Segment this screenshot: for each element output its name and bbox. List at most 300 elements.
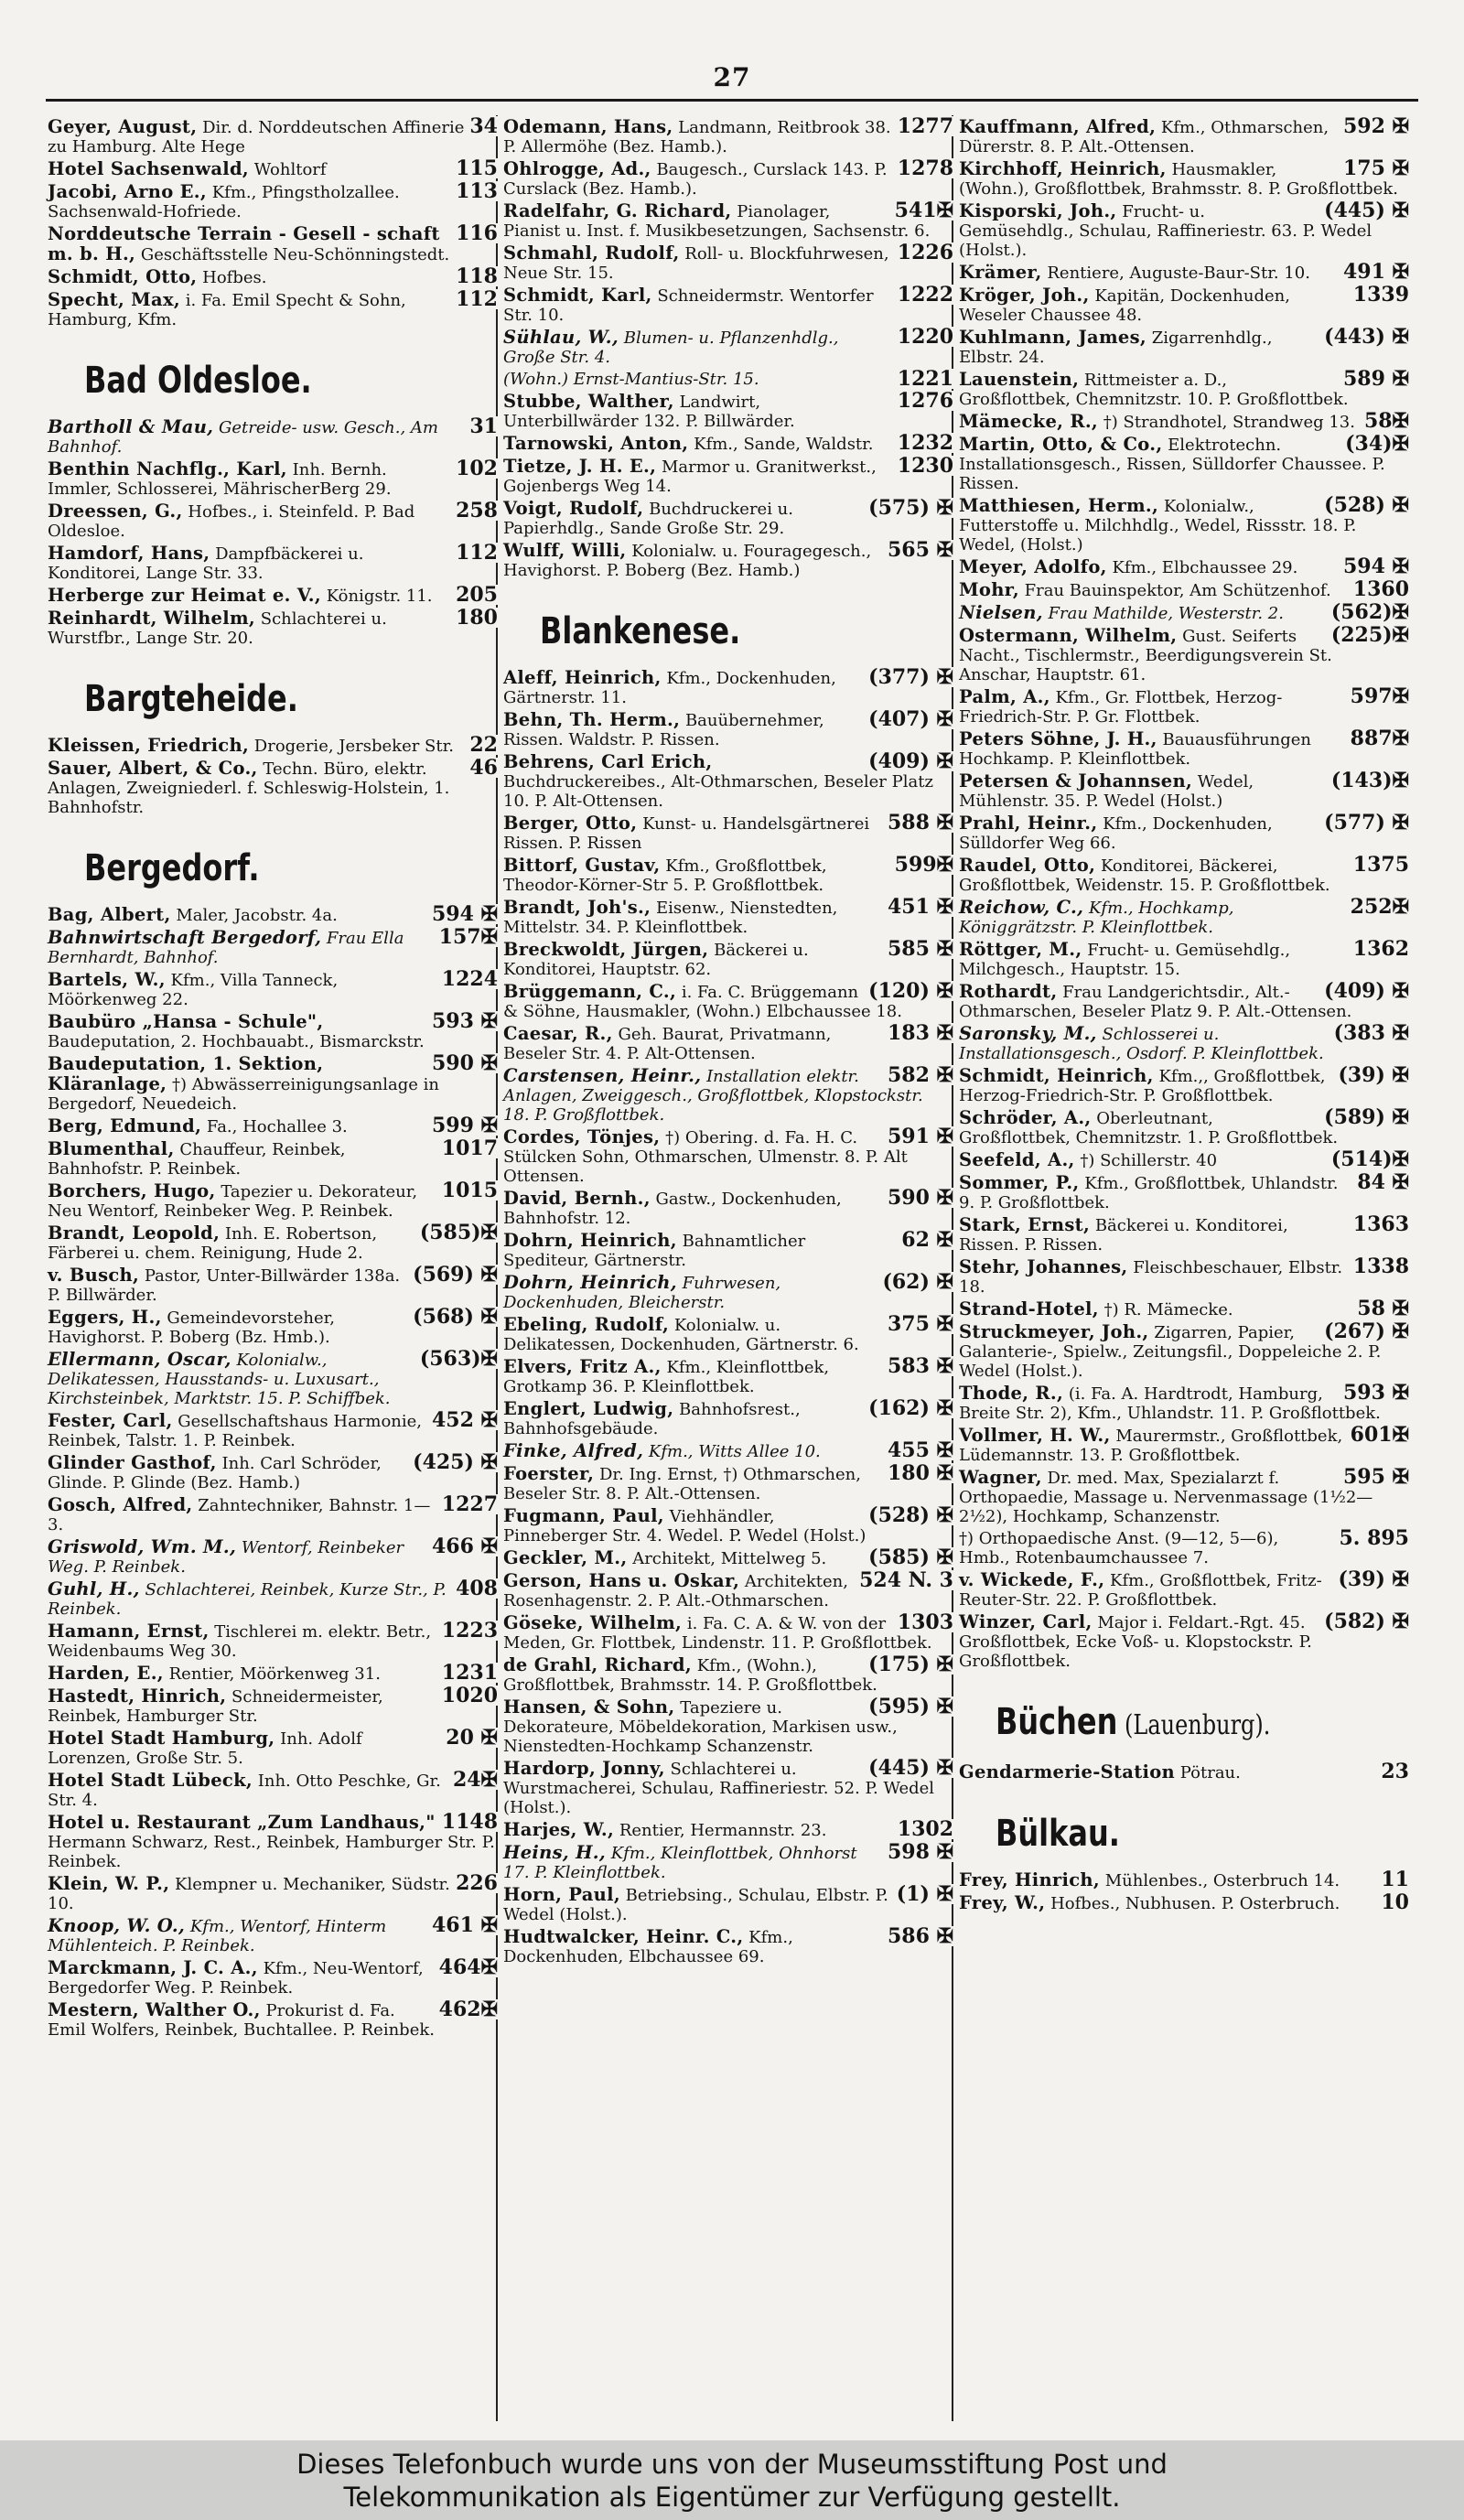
- entry-name: Tietze, J. H. E.,: [503, 456, 657, 477]
- entry-name: Petersen & Johannsen,: [959, 770, 1193, 792]
- phone-number: 462✠: [434, 1999, 498, 2019]
- entry-name: Knoop, W. O.,: [48, 1915, 186, 1936]
- phone-number: 34: [464, 116, 498, 136]
- phone-number: (582) ✠: [1319, 1611, 1409, 1632]
- entry-details: Tapeziere u. Dekorateure, Möbeldekoration, Markisen usw., Nienstedten-Hochkamp Schanzenstr.: [503, 1698, 898, 1756]
- phone-number: 1338: [1348, 1256, 1409, 1276]
- town-heading-sub: (Lauenburg).: [1117, 1709, 1271, 1741]
- entry-details: Baudeputation, 2. Hochbauabt., Bismarckstr.: [48, 1032, 425, 1051]
- entry-details: Rittmeister a. D., Großflottbek, Chemnitzstr. 10. P. Großflottbek.: [959, 371, 1349, 409]
- entry-details: Buchdruckereibes., Alt-Othmarschen, Beseler Platz 10. P. Alt-Ottensen.: [503, 772, 933, 811]
- phone-number: (563)✠: [414, 1349, 498, 1369]
- entry-details: i. Fa. Emil Specht & Sohn, Hamburg, Kfm.: [48, 291, 406, 329]
- entry-name: Hotel u. Restaurant „Zum Landhaus,": [48, 1812, 436, 1833]
- phone-number: 595 ✠: [1338, 1467, 1409, 1487]
- phone-number: 1278: [892, 158, 953, 178]
- phone-number: 585 ✠: [882, 939, 953, 959]
- phone-number: 461 ✠: [426, 1915, 498, 1935]
- phone-number: 115: [450, 158, 498, 178]
- entry-details: Kolonialw., Delikatessen, Hausstands- u. Luxusart., Kirchsteinbek, Marktstr. 15. P. Schiffbek.: [48, 1351, 391, 1408]
- directory-entry: [959, 325, 1409, 367]
- entry-details: Maler, Jacobstr. 4a.: [176, 906, 338, 925]
- entry-details: Architekten, Rosenhagenstr. 2. P. Alt.-Othmarschen.: [503, 1572, 848, 1610]
- directory-entry: [959, 1212, 1409, 1255]
- entry-name: Norddeutsche Terrain - Gesell - schaft m. b. H.,: [48, 223, 440, 264]
- entry-details: Tischlerei m. elektr. Betr., Weidenbaums Weg 30.: [48, 1622, 432, 1661]
- phone-number: (528) ✠: [863, 1505, 953, 1525]
- directory-entry: [503, 665, 953, 707]
- entry-name: Blumenthal,: [48, 1138, 175, 1159]
- phone-number: 23: [1375, 1761, 1409, 1782]
- directory-entry: [48, 1116, 498, 1136]
- phone-number: 1224: [436, 969, 498, 989]
- directory-entry: [959, 1170, 1409, 1212]
- entry-details: Inh. Adolf Lorenzen, Große Str. 5.: [48, 1729, 362, 1768]
- directory-entry: [959, 771, 1409, 811]
- directory-entry: [48, 1579, 498, 1619]
- entry-name: Horn, Paul,: [503, 1884, 620, 1905]
- directory-entry: [959, 853, 1409, 895]
- phone-number: (443) ✠: [1319, 327, 1409, 347]
- phone-number: 592 ✠: [1338, 116, 1409, 136]
- entry-name: Stehr, Johannes,: [959, 1256, 1128, 1277]
- phone-number: 375 ✠: [882, 1314, 953, 1334]
- phone-number: 1226: [892, 242, 953, 263]
- entry-details: Kfm., Wentorf, Hinterm Mühlenteich. P. Reinbek.: [48, 1917, 387, 1955]
- entry-name: Elvers, Fritz A.,: [503, 1356, 662, 1377]
- directory-entry: [48, 733, 498, 757]
- directory-entry: [503, 1882, 953, 1924]
- phone-number: 252✠: [1345, 897, 1409, 917]
- phone-number: 1020: [436, 1685, 498, 1706]
- entry-name: Hudtwalcker, Heinr. C.,: [503, 1926, 744, 1947]
- directory-entry: [48, 1955, 498, 1998]
- entry-name: Hastedt, Hinrich,: [48, 1685, 227, 1707]
- directory-entry: [48, 417, 498, 457]
- directory-entry: [48, 1621, 498, 1661]
- directory-entry: [48, 221, 498, 264]
- directory-entry: [48, 287, 498, 329]
- phone-number: (120) ✠: [863, 981, 953, 1001]
- entry-details: †) Schillerstr. 40: [1080, 1151, 1218, 1170]
- footer-line-2: Telekommunikation als Eigentümer zur Verfügung gestellt.: [343, 2482, 1121, 2513]
- phone-number: 601✠: [1345, 1425, 1409, 1445]
- entry-name: Brandt, Leopold,: [48, 1222, 221, 1244]
- phone-number: 1223: [436, 1621, 498, 1641]
- entry-details: Drogerie, Jersbeker Str.: [253, 737, 454, 756]
- entry-details: Fuhrwesen, Dockenhuden, Bleicherstr.: [503, 1274, 781, 1312]
- phone-number: 180: [450, 608, 498, 628]
- entry-details: Mühlenbes., Osterbruch 14.: [1104, 1871, 1340, 1890]
- entry-name: Kauffmann, Alfred,: [959, 116, 1157, 137]
- phone-number: 112: [450, 289, 498, 309]
- directory-entry: [503, 285, 953, 325]
- entry-details: Betriebsing., Schulau, Elbstr. P. Wedel (Holst.).: [503, 1886, 888, 1924]
- phone-number: 590 ✠: [882, 1188, 953, 1208]
- directory-entry: [503, 1503, 953, 1545]
- directory-entry: [48, 967, 498, 1009]
- phone-number: 58 ✠: [1351, 1298, 1409, 1319]
- directory-entry: [503, 749, 953, 811]
- entry-details: Chauffeur, Reinbek, Bahnhofstr. P. Reinbek.: [48, 1140, 346, 1179]
- entry-details: Landmann, Reitbrook 38. P. Allermöhe (Bez. Hamb.).: [503, 118, 891, 156]
- entry-details: Pianolager, Pianist u. Inst. f. Musikbesetzungen, Sachsenstr. 6.: [503, 202, 931, 241]
- directory-entry: [503, 454, 953, 496]
- directory-entry: [959, 979, 1409, 1021]
- phone-number: 452 ✠: [426, 1410, 498, 1430]
- entry-name: Kuhlmann, James,: [959, 327, 1146, 348]
- entry-name: Saronsky, M.,: [959, 1023, 1097, 1044]
- entry-name: v. Wickede, F.,: [959, 1569, 1105, 1590]
- phone-number: (589) ✠: [1319, 1107, 1409, 1127]
- entry-details: Frucht- u. Gemüsehdlg., Schulau, Raffineriestr. 63. P. Wedel (Holst.).: [959, 202, 1372, 260]
- entry-name: Seefeld, A.,: [959, 1149, 1075, 1170]
- phone-number: 175 ✠: [1338, 158, 1409, 178]
- entry-name: Struckmeyer, Joh.,: [959, 1321, 1149, 1342]
- directory-entry: [503, 1063, 953, 1125]
- directory-entry: [503, 1461, 953, 1503]
- town-heading-text: Bargteheide.: [84, 678, 298, 720]
- entry-name: Vollmer, H. W.,: [959, 1425, 1111, 1446]
- directory-entry: [959, 260, 1409, 284]
- entry-details: Geh. Baurat, Privatmann, Beseler Str. 4. P. Alt-Ottensen.: [503, 1025, 832, 1063]
- entry-name: Jacobi, Arno E.,: [48, 181, 207, 202]
- directory-entry: [959, 285, 1409, 325]
- directory-entry: [503, 243, 953, 283]
- directory-entry: [503, 1545, 953, 1569]
- entry-name: Dohrn, Heinrich,: [503, 1230, 677, 1251]
- directory-entry: [48, 756, 498, 817]
- directory-entry: [503, 813, 953, 853]
- directory-entry: [503, 979, 953, 1021]
- directory-entry: [503, 325, 953, 367]
- entry-name: Brandt, Joh's.,: [503, 897, 651, 918]
- directory-entry: [503, 1270, 953, 1312]
- directory-entry: [48, 1871, 498, 1913]
- directory-entry: [959, 623, 1409, 684]
- entry-details: Schlachterei, Reinbek, Kurze Str., P. Reinbek.: [48, 1580, 447, 1619]
- entry-details: Kolonialw., Futterstoffe u. Milchhdlg., Wedel, Rissstr. 18. P. Wedel, (Holst.): [959, 497, 1357, 555]
- directory-entry: [48, 1810, 498, 1871]
- entry-name: Prahl, Heinr.,: [959, 813, 1098, 834]
- entry-name: Hotel Stadt Lübeck,: [48, 1770, 253, 1791]
- directory-entry: [503, 1697, 953, 1756]
- footer-notice: [0, 2440, 1464, 2520]
- directory-entry: [959, 1890, 1409, 1914]
- phone-number: 1015: [436, 1180, 498, 1201]
- entry-name: Wagner,: [959, 1467, 1042, 1488]
- entry-details: Wentorf, Reinbeker Weg. P. Reinbek.: [48, 1538, 404, 1577]
- entry-details: (i. Fa. A. Hardtrodt, Hamburg, Breite Str. 2), Kfm., Uhlandstr. 11. P. Großflottbek.: [959, 1384, 1381, 1423]
- entry-name: Raudel, Otto,: [959, 855, 1096, 876]
- phone-number: (585) ✠: [863, 1547, 953, 1567]
- entry-details: Gemeindevorsteher, Havighorst. P. Boberg (Bz. Hmb.).: [48, 1308, 336, 1347]
- entry-name: Rothardt,: [959, 981, 1058, 1002]
- phone-number: 20 ✠: [440, 1728, 498, 1748]
- entry-details: Schlachterei u. Wurstfbr., Lange Str. 20.: [48, 609, 387, 648]
- directory-column-2: [503, 114, 953, 1969]
- entry-name: Behn, Th. Herm.,: [503, 709, 681, 730]
- phone-number: (162) ✠: [863, 1398, 953, 1418]
- phone-number: 226: [450, 1873, 498, 1893]
- entry-details: Architekt, Mittelweg 5.: [632, 1549, 827, 1568]
- entry-details: Hofbes., i. Steinfeld. P. Bad Oldesloe.: [48, 502, 415, 541]
- entry-details: Kfm., Großflottbek, Uhlandstr. 9. P. Großflottbek.: [959, 1174, 1339, 1212]
- phone-number: 593 ✠: [1338, 1383, 1409, 1403]
- directory-entry: [959, 895, 1409, 937]
- entry-name: Schmidt, Heinrich,: [959, 1065, 1154, 1086]
- entry-name: Stark, Ernst,: [959, 1214, 1091, 1235]
- phone-number: (445) ✠: [1319, 200, 1409, 221]
- entry-details: Zigarrenhdlg., Elbstr. 24.: [959, 328, 1273, 367]
- header-rule: [46, 99, 1418, 102]
- phone-number: (568) ✠: [407, 1307, 498, 1327]
- entry-name: Ostermann, Wilhelm,: [959, 625, 1178, 646]
- town-heading-text: Bad Oldesloe.: [84, 360, 312, 402]
- phone-number: 591 ✠: [882, 1126, 953, 1147]
- entry-name: Fugmann, Paul,: [503, 1505, 664, 1526]
- entry-name: Mämecke, R.,: [959, 411, 1099, 432]
- entry-details: Kfm., Witts Allee 10.: [648, 1442, 821, 1461]
- phone-number: 180 ✠: [882, 1463, 953, 1483]
- entry-name: Carstensen, Heinr.,: [503, 1065, 702, 1086]
- phone-number: 1360: [1348, 579, 1409, 599]
- directory-entry: [48, 1181, 498, 1221]
- directory-entry: [959, 409, 1409, 433]
- town-heading-text: Blankenese.: [540, 610, 741, 652]
- entry-name: Borchers, Hugo,: [48, 1180, 216, 1201]
- directory-entry: [503, 1228, 953, 1270]
- phone-number: (425) ✠: [407, 1452, 498, 1472]
- directory-entry: [959, 1381, 1409, 1423]
- directory-entry: [959, 557, 1409, 577]
- entry-details: Roll- u. Blockfuhrwesen, Neue Str. 15.: [503, 244, 889, 283]
- entry-details: Kfm., Großflottbek, Theodor-Körner-Str 5. P. Großflottbek.: [503, 856, 827, 895]
- phone-number: 205: [450, 585, 498, 605]
- entry-details: Gesellschaftshaus Harmonie, Reinbek, Talstr. 1. P. Reinbek.: [48, 1412, 423, 1450]
- directory-entry: [48, 1728, 498, 1768]
- phone-number: 599 ✠: [426, 1115, 498, 1136]
- entry-details: Königstr. 11.: [326, 587, 433, 606]
- entry-details: Fleischbeschauer, Elbstr. 18.: [959, 1258, 1343, 1297]
- directory-entry: [48, 114, 498, 156]
- entry-details: Major i. Feldart.-Rgt. 45. Großflottbek, Ecke Voß- u. Klopstockstr. P. Großflottbek.: [959, 1613, 1312, 1671]
- phone-number: 118: [450, 266, 498, 286]
- entry-name: Ellermann, Oscar,: [48, 1349, 231, 1370]
- phone-number: 1221: [892, 369, 953, 389]
- phone-number: 24✠: [447, 1770, 498, 1790]
- entry-name: Peters Söhne, J. H.,: [959, 728, 1157, 749]
- entry-name: Hamann, Ernst,: [48, 1621, 210, 1642]
- phone-number: 588 ✠: [882, 813, 953, 833]
- directory-entry: [48, 1009, 498, 1051]
- entry-name: Harden, E.,: [48, 1663, 164, 1684]
- phone-number: 258: [450, 501, 498, 521]
- entry-details: Installation elektr. Anlagen, Zweiggesch., Großflottbek, Klopstockstr. 18. P. Großflottbek.: [503, 1067, 923, 1125]
- entry-details: Hausmakler, (Wohn.), Großflottbek, Brahmsstr. 8. P. Großflottbek.: [959, 160, 1398, 199]
- entry-details: Schneidermeister, Reinbek, Hamburger Str.: [48, 1687, 383, 1726]
- phone-number: 1303: [892, 1612, 953, 1632]
- entry-name: Dohrn, Heinrich,: [503, 1272, 677, 1293]
- entry-name: Winzer, Carl,: [959, 1611, 1093, 1632]
- entry-name: Cordes, Tönjes,: [503, 1126, 661, 1147]
- entry-name: Schmahl, Rudolf,: [503, 242, 680, 264]
- entry-name: Fester, Carl,: [48, 1410, 173, 1431]
- entry-name: Schröder, A.,: [959, 1107, 1092, 1128]
- entry-details: Kfm., Großflottbek, Fritz-Reuter-Str. 22. P. Großflottbek.: [959, 1571, 1322, 1610]
- phone-number: 451 ✠: [882, 897, 953, 917]
- entry-name: Kirchhoff, Heinrich,: [959, 158, 1167, 179]
- entry-details: Gust. Seiferts Nacht., Tischlermstr., Beerdigungsverein St. Anschar, Hauptstr. 61.: [959, 627, 1332, 684]
- entry-details: Bauübernehmer, Rissen. Waldstr. P. Rissen.: [503, 711, 824, 749]
- entry-name: Glinder Gasthof,: [48, 1452, 217, 1473]
- directory-entry: [48, 2000, 498, 2040]
- entry-details: Kfm.,, Großflottbek, Herzog-Friedrich-Str. P. Großflottbek.: [959, 1067, 1326, 1105]
- entry-name: Sühlau, W.,: [503, 327, 619, 348]
- entry-details: Techn. Büro, elektr. Anlagen, Zweigniederl. f. Schleswig-Holstein, 1. Bahnhofstr.: [48, 759, 450, 817]
- phone-number: 1277: [892, 116, 953, 136]
- directory-entry: [48, 1408, 498, 1450]
- phone-number: 491 ✠: [1338, 262, 1409, 282]
- entry-name: Geyer, August,: [48, 116, 198, 137]
- phone-number: 586 ✠: [882, 1926, 953, 1946]
- entry-details: Kfm., Hochkamp, Königgrätzstr. P. Kleinflottbek.: [959, 899, 1234, 937]
- entry-name: Krämer,: [959, 262, 1042, 283]
- entry-details: Fa., Hochallee 3.: [206, 1117, 348, 1136]
- directory-entry: [503, 367, 953, 391]
- directory-entry: [48, 264, 498, 288]
- phone-number: 116: [450, 223, 498, 243]
- entry-name: Berg, Edmund,: [48, 1115, 202, 1136]
- directory-entry: [959, 1257, 1409, 1297]
- phone-number: (562)✠: [1326, 602, 1409, 622]
- phone-number: (407) ✠: [863, 709, 953, 729]
- entry-details: Landwirt, Unterbillwärder 132. P. Billwärder.: [503, 393, 795, 431]
- entry-details: †) Strandhotel, Strandweg 13.: [1103, 413, 1355, 432]
- entry-details: Hofbes., Nubhusen. P. Osterbruch.: [1050, 1894, 1340, 1913]
- directory-entry: [959, 1021, 1409, 1063]
- directory-entry: [959, 1423, 1409, 1465]
- entry-name: Guhl, H.,: [48, 1578, 140, 1599]
- entry-name: Benthin Nachflg., Karl,: [48, 458, 287, 479]
- directory-entry: [48, 1537, 498, 1577]
- entry-details: †) Abwässerreinigungsanlage in Bergedorf, Neuedeich.: [48, 1075, 440, 1114]
- phone-number: 62 ✠: [896, 1230, 953, 1250]
- directory-entry: [503, 707, 953, 749]
- phone-number: 58✠: [1359, 411, 1409, 431]
- phone-number: 1232: [892, 433, 953, 453]
- directory-entry: [503, 1438, 953, 1462]
- phone-number: (225)✠: [1326, 625, 1409, 645]
- entry-details: Kfm., Neu-Wentorf, Bergedorfer Weg. P. Reinbek.: [48, 1959, 424, 1998]
- entry-details: Konditorei, Bäckerei, Großflottbek, Weidenstr. 15. P. Großflottbek.: [959, 856, 1330, 895]
- entry-details: Maurermstr., Großflottbek, Lüdemannstr. 13. P. Großflottbek.: [959, 1427, 1343, 1465]
- entry-details: Eisenw., Nienstedten, Mittelstr. 34. P. Kleinflottbek.: [503, 899, 838, 937]
- phone-number: 466 ✠: [426, 1536, 498, 1556]
- phone-number: 1276: [892, 391, 953, 411]
- entry-name: Bittorf, Gustav,: [503, 855, 661, 876]
- phone-number: (409) ✠: [1319, 981, 1409, 1001]
- directory-entry: [48, 1913, 498, 1955]
- phone-number: (267) ✠: [1319, 1321, 1409, 1341]
- entry-details: Hermann Schwarz, Rest., Reinbek, Hamburger Str. P. Reinbek.: [48, 1833, 495, 1871]
- entry-name: Frey, Hinrich,: [959, 1869, 1100, 1890]
- phone-number: 1227: [436, 1494, 498, 1514]
- phone-number: 10: [1375, 1892, 1409, 1912]
- directory-entry: [48, 501, 498, 541]
- entry-name: Finke, Alfred,: [503, 1440, 644, 1461]
- entry-details: Bahnamtlicher Spediteur, Gärtnerstr.: [503, 1232, 806, 1270]
- phone-number: 112: [450, 543, 498, 563]
- directory-entry: [503, 496, 953, 538]
- entry-name: v. Busch,: [48, 1265, 140, 1286]
- directory-entry: [503, 1817, 953, 1841]
- entry-details: Pötrau.: [1179, 1763, 1241, 1782]
- entry-name: Geckler, M.,: [503, 1547, 628, 1568]
- directory-entry: [959, 493, 1409, 555]
- directory-entry: [48, 1450, 498, 1492]
- town-heading-text: Bülkau.: [996, 1813, 1120, 1855]
- directory-entry: [48, 1347, 498, 1408]
- entry-name: Röttger, M.,: [959, 939, 1082, 960]
- entry-name: Mestern, Walther O.,: [48, 1999, 261, 2020]
- entry-details: i. Fa. C. Brüggemann & Söhne, Hausmakler, (Wohn.) Elbchaussee 18.: [503, 983, 902, 1021]
- directory-entry: [503, 114, 953, 156]
- directory-entry: [48, 583, 498, 607]
- entry-name: Marckmann, J. C. A.,: [48, 1957, 258, 1978]
- entry-name: Odemann, Hans,: [503, 116, 673, 137]
- entry-name: Hansen, & Sohn,: [503, 1696, 675, 1718]
- entry-name: Griswold, Wm. M.,: [48, 1536, 237, 1557]
- entry-name: Göseke, Wilhelm,: [503, 1612, 683, 1633]
- entry-name: Stubbe, Walther,: [503, 391, 674, 412]
- directory-entry: [503, 1127, 953, 1186]
- phone-number: 565 ✠: [882, 540, 953, 560]
- entry-name: Gendarmerie-Station: [959, 1761, 1176, 1782]
- entry-details: Bäckerei u. Konditorei, Hauptstr. 62.: [503, 941, 809, 979]
- entry-details: Frau Landgerichtsdir., Alt.-Othmarschen, Beseler Platz 9. P. Alt.-Ottensen.: [959, 983, 1352, 1021]
- entry-details: Bäckerei u. Konditorei, Rissen. P. Rissen.: [959, 1216, 1288, 1255]
- entry-name: Tarnowski, Anton,: [503, 433, 689, 454]
- entry-details: Bahnhofsrest., Bahnhofsgebäude.: [503, 1400, 801, 1438]
- entry-name: Brüggemann, C.,: [503, 981, 677, 1002]
- phone-number: 157✠: [434, 927, 498, 947]
- entry-details: Gastw., Dockenhuden, Bahnhofstr. 12.: [503, 1190, 842, 1228]
- directory-entry: [48, 902, 498, 926]
- entry-details: Kfm., Dockenhuden, Elbchaussee 69.: [503, 1928, 793, 1966]
- entry-name: Englert, Ludwig,: [503, 1398, 674, 1419]
- entry-name: Breckwoldt, Jürgen,: [503, 939, 709, 960]
- directory-entry: [503, 1354, 953, 1396]
- town-heading: [84, 679, 415, 719]
- phone-number: 1375: [1348, 855, 1409, 875]
- entry-details: Dir. d. Norddeutschen Affinerie zu Hamburg. Alte Hege: [48, 118, 465, 156]
- entry-details: Geschäftsstelle Neu-Schönningstedt.: [140, 245, 450, 264]
- entry-name: Martin, Otto, & Co.,: [959, 434, 1163, 455]
- phone-number: 455 ✠: [882, 1440, 953, 1460]
- phone-number: 1362: [1348, 939, 1409, 959]
- directory-entry: [48, 608, 498, 648]
- phone-number: (175) ✠: [863, 1654, 953, 1675]
- entry-details: Kolonialw. u. Delikatessen, Dockenhuden, Gärtnerstr. 6.: [503, 1316, 859, 1354]
- town-heading: [84, 848, 415, 888]
- entry-name: Reinhardt, Wilhelm,: [48, 608, 255, 629]
- entry-name: Schmidt, Otto,: [48, 266, 198, 287]
- phone-number: (585)✠: [414, 1222, 498, 1243]
- phone-number: 1017: [436, 1138, 498, 1158]
- directory-entry: [503, 389, 953, 431]
- entry-details: Elektrotechn. Installationsgesch., Rissen, Sülldorfer Chaussee. P. Rissen.: [959, 436, 1385, 493]
